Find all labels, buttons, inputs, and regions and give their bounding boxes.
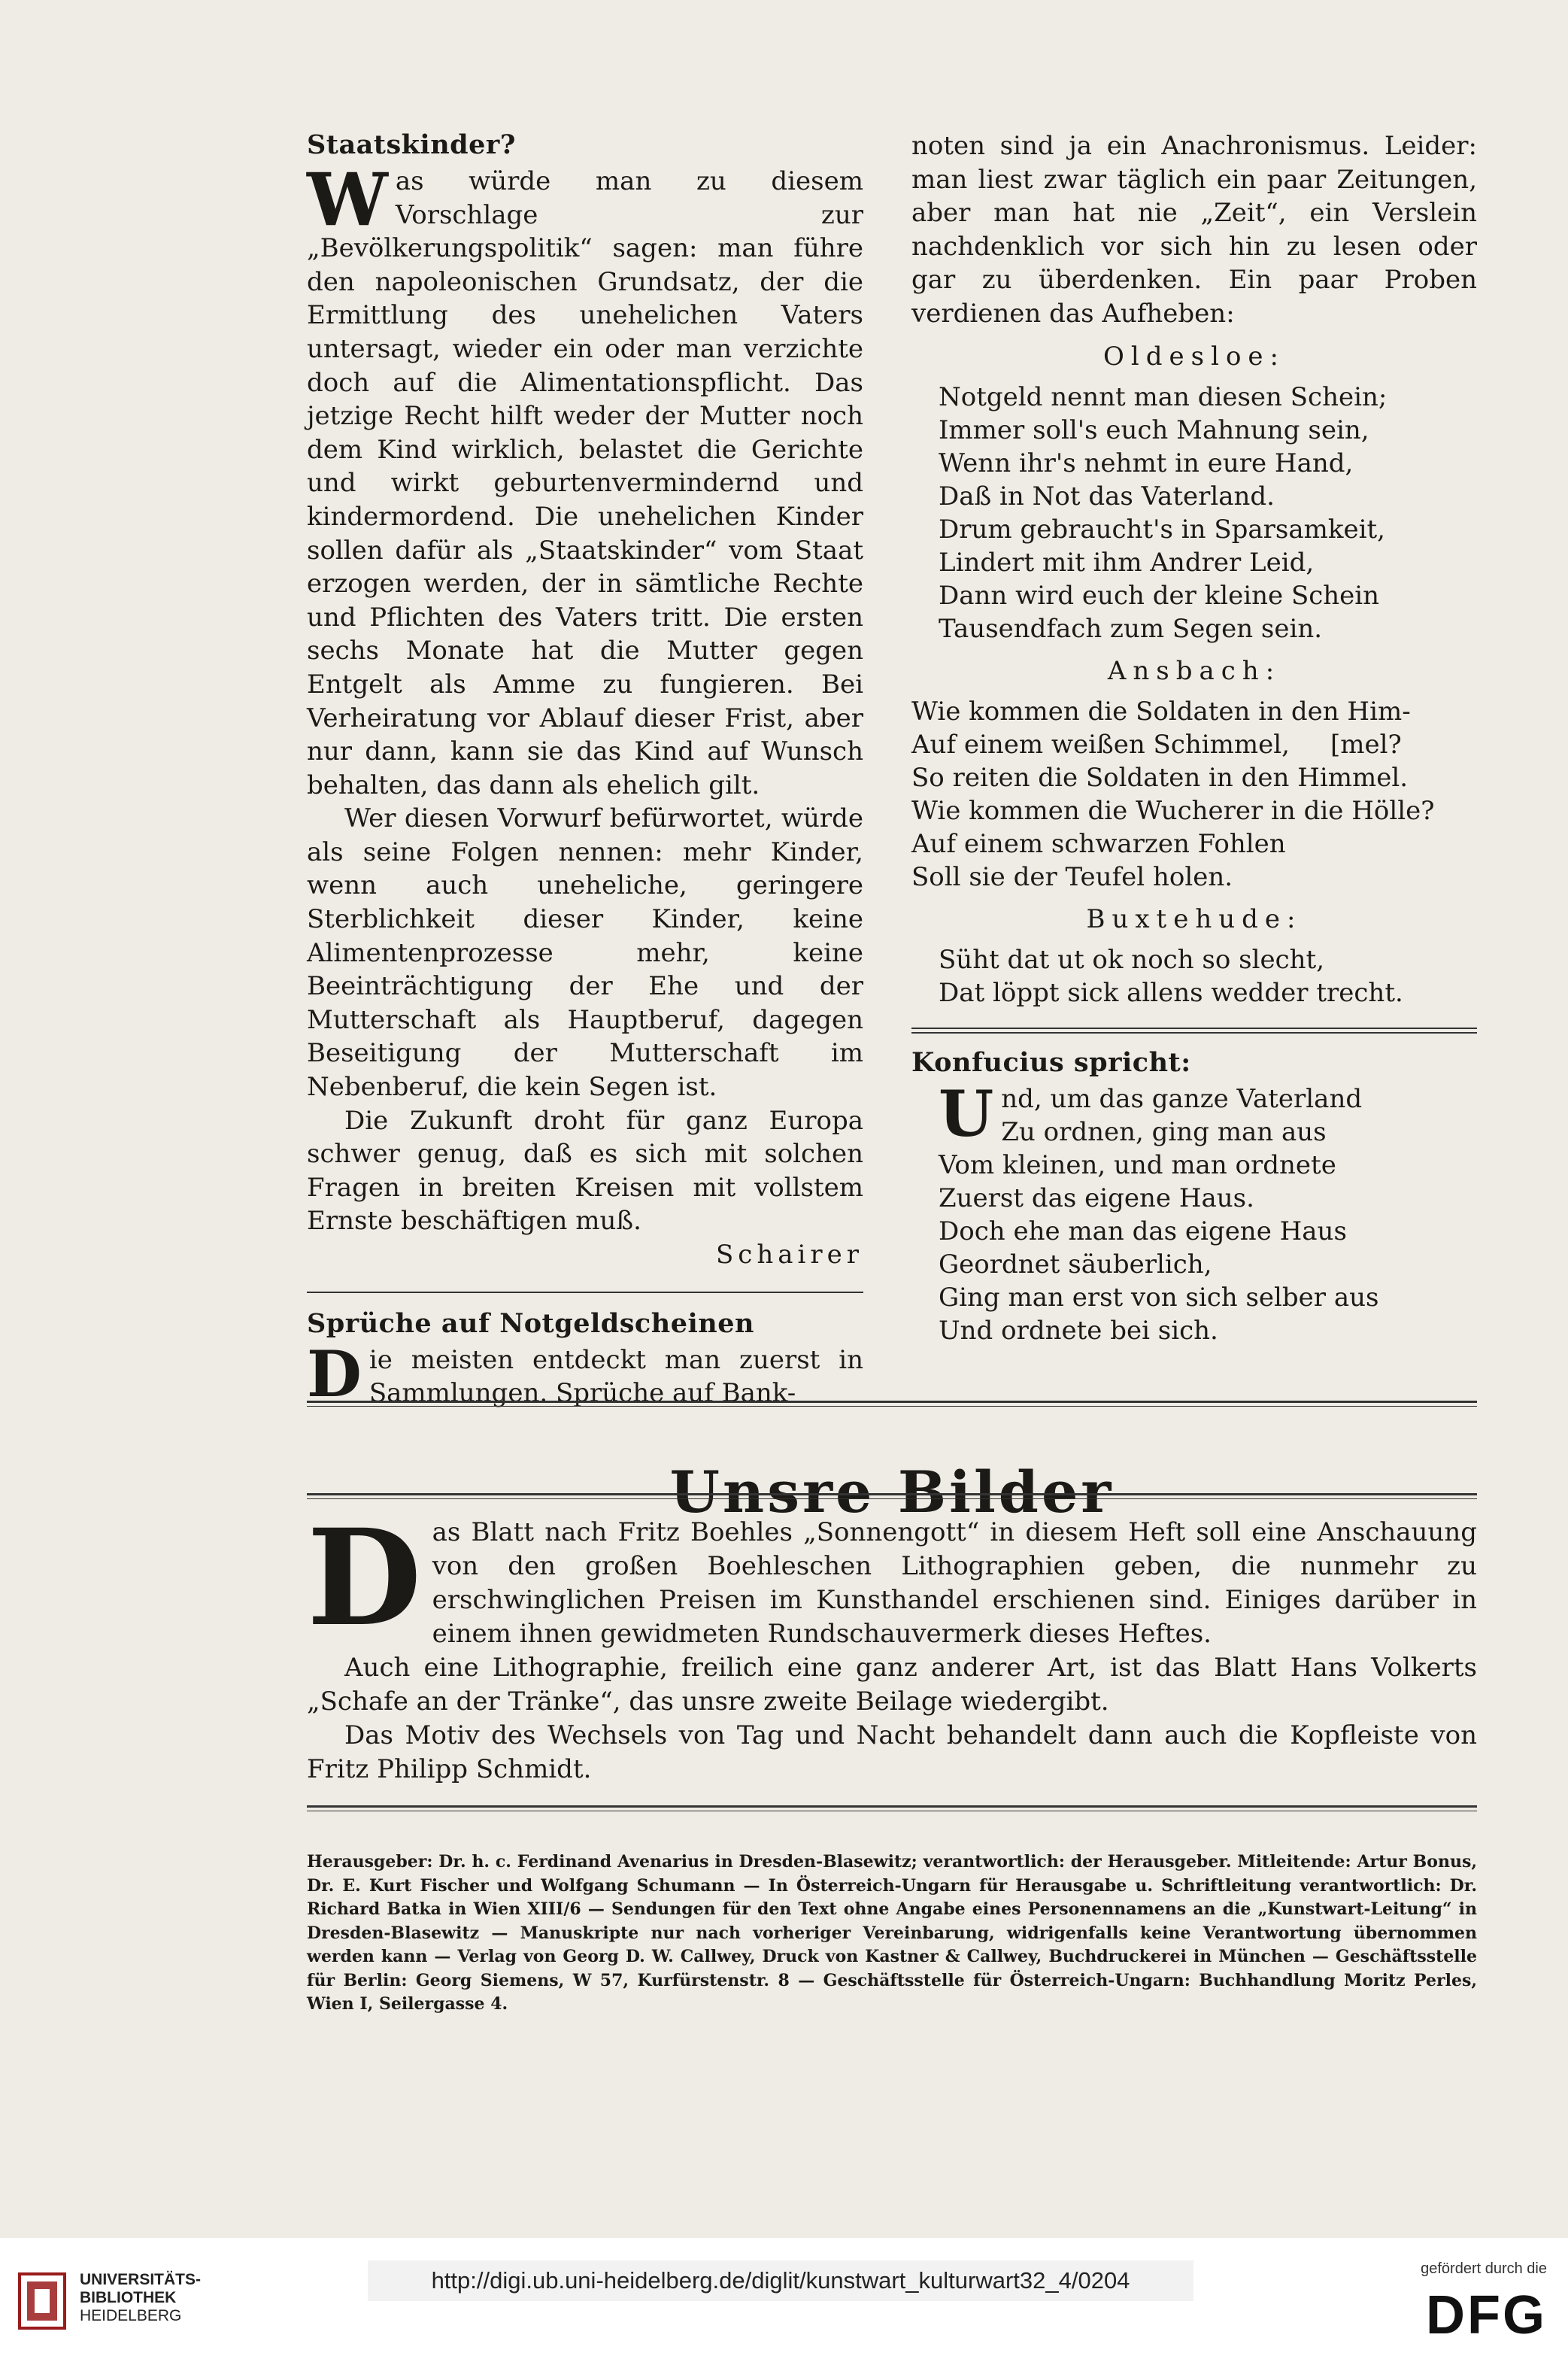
article-heading-staatskinder: Staatskinder? [307, 129, 516, 160]
article-paragraph: Wer diesen Vorwurf befürwortet, würde als seine Folgen nennen: mehr Kinder, wenn auch uneheliche, geringere Sterblichkeit dieser Kinder, keine Alimentenprozesse mehr, keine Beeinträchtigung der Ehe und der Mutterschaft als Hauptberuf, dagegen Beseitigung der Mutterschaft im Nebenberuf, die kein Segen ist. [307, 803, 863, 1103]
verse-line: Doch ehe man das eigene Haus [939, 1216, 1347, 1246]
verse-line: Soll sie der Teufel holen. [911, 861, 1233, 892]
verse-line: Tausendfach zum Segen sein. [939, 613, 1323, 644]
divider [307, 1493, 1477, 1499]
section-body [307, 1500, 1477, 1787]
sponsor-label: gefördert durch die [1421, 2260, 1547, 2277]
left-column [307, 129, 863, 1410]
verse-line: Auf einem weißen Schimmel, [mel? [911, 729, 1402, 760]
verse-place: Buxtehude: [1086, 903, 1303, 934]
dfg-logo[interactable]: DFG [1426, 2285, 1547, 2345]
verse-line: Drum gebraucht's in Sparsamkeit, [939, 514, 1385, 545]
verse-line: nd, um das ganze Vaterland [1001, 1083, 1363, 1114]
verse-line: Dann wird euch der kleine Schein [939, 580, 1380, 611]
verse-line: Daß in Not das Vaterland. [939, 481, 1275, 512]
divider [307, 1401, 1477, 1407]
viewer-footer [0, 2238, 1568, 2368]
dropcap-u: U [939, 1076, 994, 1151]
library-logo[interactable] [18, 2268, 221, 2343]
section-paragraph: Auch eine Lithographie, freilich eine ganz anderer Art, ist das Blatt Hans Volkerts „Schafe an der Tränke“, das unsre zweite Beilage wiedergibt. [307, 1653, 1477, 1717]
verse-line: Wie kommen die Wucherer in die Hölle? [911, 795, 1435, 826]
section-paragraph: as Blatt nach Fritz Boehles „Sonnengott“ in diesem Heft soll eine Anschauung von den großen Boehleschen Lithographien geben, die nunmehr zu erschwinglichen Preisen im Kunsthandel erschienen sind. Einiges darüber in einem ihnen gewidmeten Rundschauvermerk dieses Heftes. [432, 1517, 1477, 1649]
article-continuation: noten sind ja ein Anachronismus. Leider: man liest zwar täglich ein paar Zeitungen, aber man hat nie „Zeit“, ein Verslein nachdenklich vor sich hin zu lesen oder gar zu überdenken. Ein paar Proben verdienen das Aufheben: [911, 131, 1477, 329]
library-name-line: HEIDELBERG [80, 2307, 182, 2324]
verse-line: So reiten die Soldaten in den Himmel. [911, 762, 1409, 793]
verse-block [911, 1076, 1477, 1347]
divider [307, 1805, 1477, 1811]
verse-line: Notgeld nennt man diesen Schein; [939, 381, 1388, 412]
verse-line: Vom kleinen, und man ordnete [939, 1149, 1336, 1180]
verse-place: Ansbach: [1107, 655, 1281, 686]
verse-line: Zuerst das eigene Haus. [939, 1182, 1254, 1213]
verse-line: Süht dat ut ok noch so slecht, [939, 944, 1325, 975]
library-name [80, 2271, 201, 2325]
article-paragraph: ie meisten entdeckt man zuerst in Sammlungen. Sprüche auf Bank- [368, 1344, 863, 1409]
divider [911, 1028, 1477, 1034]
verse-line: Auf einem schwarzen Fohlen [911, 828, 1286, 859]
dropcap-w: W [307, 157, 388, 242]
divider [307, 1292, 863, 1293]
verse-block [911, 695, 1477, 894]
article-heading-konfucius: Konfucius spricht: [911, 1046, 1191, 1078]
verse-line: Und ordnete bei sich. [939, 1315, 1218, 1346]
verse-line: Ging man erst von sich selber aus [939, 1282, 1379, 1313]
article-paragraph: as würde man zu diesem Vorschlage zur „Bevölkerungspolitik“ sagen: man führe den napoleonischen Grundsatz, der die Ermittlung des unehelichen Vaters untersagt, wieder ein oder man verzichte doch auf die Alimentationspflicht. Das jetzige Recht hilft weder der Mutter noch dem Kind wirklich, belastet die Gerichte und wirkt geburtenvermindernd und kindermordend. Die unehelichen Kinder sollen dafür als „Staatskinder“ vom Staat erzogen werden, der in sämtliche Rechte und Pflichten des Vaters tritt. Die ersten sechs Monate hat die Mutter gegen Entgelt als Amme zu fungieren. Bei Verheiratung vor Ablauf dieser Frist, aber nur dann, kann sie das Kind auf Wunsch behalten, das dann als ehelich gilt. [307, 166, 863, 800]
dropcap-d-large: D [307, 1500, 422, 1656]
library-name-line: BIBLIOTHEK [80, 2289, 177, 2306]
verse-line: Wenn ihr's nehmt in eure Hand, [939, 448, 1354, 478]
verse-line: Geordnet säuberlich, [939, 1249, 1212, 1280]
verse-place: Oldesloe: [1102, 341, 1285, 372]
verse-line: Immer soll's euch Mahnung sein, [939, 414, 1369, 445]
verse-line: Lindert mit ihm Andrer Leid, [939, 547, 1315, 578]
verse-line: Zu ordnen, ging man aus [1001, 1116, 1327, 1147]
author-signature: Schairer [715, 1240, 863, 1270]
library-name-line: UNIVERSITÄTS- [80, 2271, 202, 2288]
dropcap-d: D [307, 1336, 362, 1411]
right-column [911, 129, 1477, 1347]
section-title: Unsre Bilder [669, 1458, 1115, 1526]
article-paragraph: Die Zukunft droht für ganz Europa schwer genug, daß es sich mit solchen Fragen in breiten Kreisen mit vollstem Ernste beschäftigen muß. [307, 1105, 863, 1237]
page-url[interactable]: http://digi.ub.uni-heidelberg.de/diglit/kunstwart_kulturwart32_4/0204 [368, 2260, 1193, 2301]
verse-block [911, 381, 1477, 645]
verse-line: Wie kommen die Soldaten in den Him- [911, 696, 1411, 727]
imprint: Herausgeber: Dr. h. c. Ferdinand Avenarius in Dresden-Blasewitz; verantwortlich: der Herausgeber. Mitleitende: Artur Bonus, Dr. E. Kurt Fischer und Wolfgang Schumann — In Österreich-Ungarn für Herausgabe u. Schriftleitung verantwortlich: Dr. Richard Batka in Wien XIII/6 — Sendungen für den Text ohne Angabe eines Personennamens an die „Kunstwart-Leitung“ in Dresden-Blasewitz — Manuskripte nur nach vorheriger Vereinbarung, widrigenfalls keine Verantwortung übernommen werden kann — Verlag von Georg D. W. Callwey, Druck von Kastner & Callwey, Buchdruckerei in München — Geschäftsstelle für Berlin: Georg Siemens, W 57, Kurfürstenstr. 8 — Geschäftsstelle für Österreich-Ungarn: Buchhandlung Moritz Perles, Wien I, Seilergasse 4. [307, 1852, 1477, 2014]
seal-icon [18, 2272, 66, 2330]
section-paragraph: Das Motiv des Wechsels von Tag und Nacht behandelt dann auch die Kopfleiste von Fritz Philipp Schmidt. [307, 1720, 1477, 1784]
verse-block [911, 943, 1477, 1009]
article-heading-notgeld: Sprüche auf Notgeldscheinen [307, 1307, 754, 1339]
verse-line: Dat löppt sick allens wedder trecht. [939, 977, 1403, 1008]
